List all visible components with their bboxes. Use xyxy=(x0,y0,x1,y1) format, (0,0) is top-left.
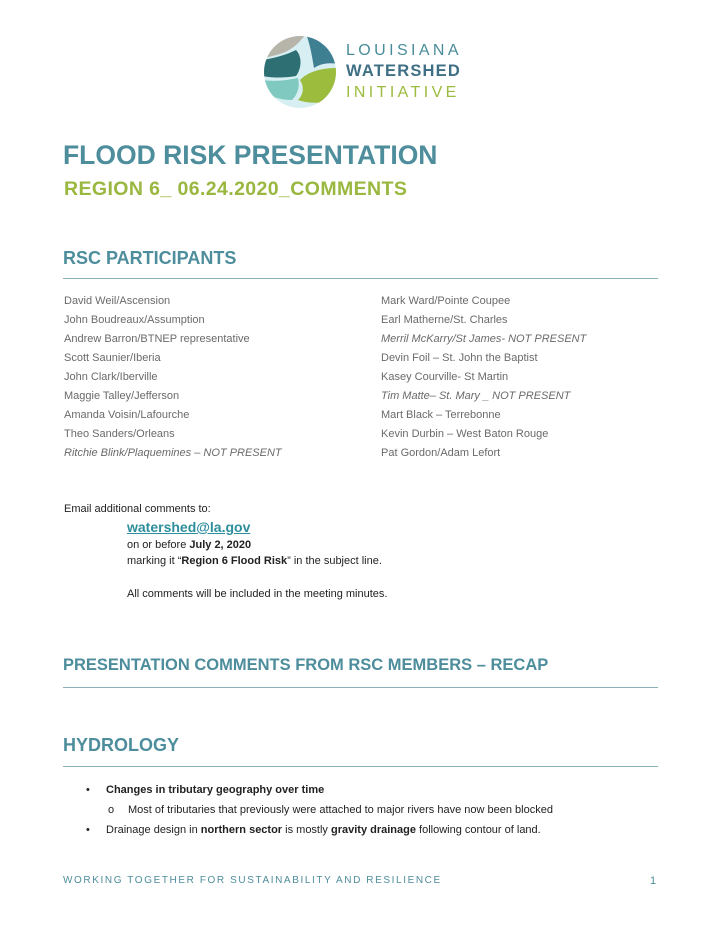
recap-divider xyxy=(63,687,658,688)
hydrology-list xyxy=(84,781,684,841)
list-item-emphasis: gravity drainage xyxy=(331,824,416,836)
participant: Amanda Voisin/Lafourche xyxy=(64,409,190,421)
participant: Earl Matherne/St. Charles xyxy=(381,314,508,326)
email-details xyxy=(127,519,387,600)
hydrology-divider xyxy=(63,766,658,767)
logo xyxy=(262,34,472,110)
logo-line-initiative: INITIATIVE xyxy=(346,84,460,101)
list-item-emphasis: northern sector xyxy=(200,824,283,836)
participant: Mart Black – Terrebonne xyxy=(381,409,501,421)
participant: Theo Sanders/Orleans xyxy=(64,428,175,440)
marking-prefix: marking it “ xyxy=(127,555,182,567)
participant: John Clark/Iberville xyxy=(64,371,158,383)
deadline-date: July 2, 2020 xyxy=(189,539,252,551)
participant: Scott Saunier/Iberia xyxy=(64,352,161,364)
participants-right-column xyxy=(381,293,586,464)
list-item-text: following contour of land. xyxy=(415,824,541,836)
participants-divider xyxy=(63,278,658,279)
list-item xyxy=(84,821,684,841)
participant: Kevin Durbin – West Baton Rouge xyxy=(381,428,549,440)
participant: Devin Foil – St. John the Baptist xyxy=(381,352,538,364)
document-subtitle: REGION 6_ 06.24.2020_COMMENTS xyxy=(64,178,408,200)
hydrology-heading: HYDROLOGY xyxy=(63,735,180,755)
participant-not-present: Tim Matte– St. Mary _ NOT PRESENT xyxy=(381,390,571,402)
email-subject-instruction xyxy=(127,555,387,567)
participant-not-present: Merril McKarry/St James- NOT PRESENT xyxy=(381,333,587,345)
logo-line-louisiana: LOUISIANA xyxy=(346,42,462,59)
logo-wordmark xyxy=(346,40,462,103)
participant-not-present: Ritchie Blink/Plaquemines – NOT PRESENT xyxy=(64,447,282,459)
document-title: FLOOD RISK PRESENTATION xyxy=(63,140,438,170)
participant: Andrew Barron/BTNEP representative xyxy=(64,333,250,345)
participant: David Weil/Ascension xyxy=(64,295,171,307)
bullet-icon: • xyxy=(86,824,90,836)
email-note: All comments will be included in the meeting minutes. xyxy=(127,588,388,600)
email-instructions xyxy=(64,503,387,600)
list-subitem xyxy=(106,801,684,821)
email-deadline xyxy=(127,539,387,551)
page-number: 1 xyxy=(650,875,657,887)
list-item xyxy=(84,781,684,801)
circle-bullet-icon: o xyxy=(108,804,115,816)
participant: Pat Gordon/Adam Lefort xyxy=(381,447,501,459)
participant: John Boudreaux/Assumption xyxy=(64,314,205,326)
email-link[interactable]: watershed@la.gov xyxy=(127,519,251,535)
watershed-logo-icon xyxy=(262,34,338,110)
participants-left-column xyxy=(64,293,282,464)
list-item-text: Changes in tributary geography over time xyxy=(106,784,325,796)
marking-subject: Region 6 Flood Risk xyxy=(181,555,288,567)
email-intro: Email additional comments to: xyxy=(64,503,211,515)
logo-line-watershed: WATERSHED xyxy=(346,62,461,80)
deadline-prefix: on or before xyxy=(127,539,190,551)
recap-heading: PRESENTATION COMMENTS FROM RSC MEMBERS – RECAP xyxy=(63,656,549,674)
list-item-text: Most of tributaries that previously were attached to major rivers have now been blocked xyxy=(128,804,553,816)
participant: Maggie Talley/Jefferson xyxy=(64,390,180,402)
participants-heading: RSC PARTICIPANTS xyxy=(63,248,237,268)
participant: Mark Ward/Pointe Coupee xyxy=(381,295,511,307)
footer-tagline: WORKING TOGETHER FOR SUSTAINABILITY AND RESILIENCE xyxy=(63,875,442,886)
list-item-text: is mostly xyxy=(282,824,331,836)
bullet-icon: • xyxy=(86,784,90,796)
list-item-text: Drainage design in xyxy=(106,824,201,836)
participant: Kasey Courville- St Martin xyxy=(381,371,509,383)
marking-suffix: ” in the subject line. xyxy=(287,555,382,567)
